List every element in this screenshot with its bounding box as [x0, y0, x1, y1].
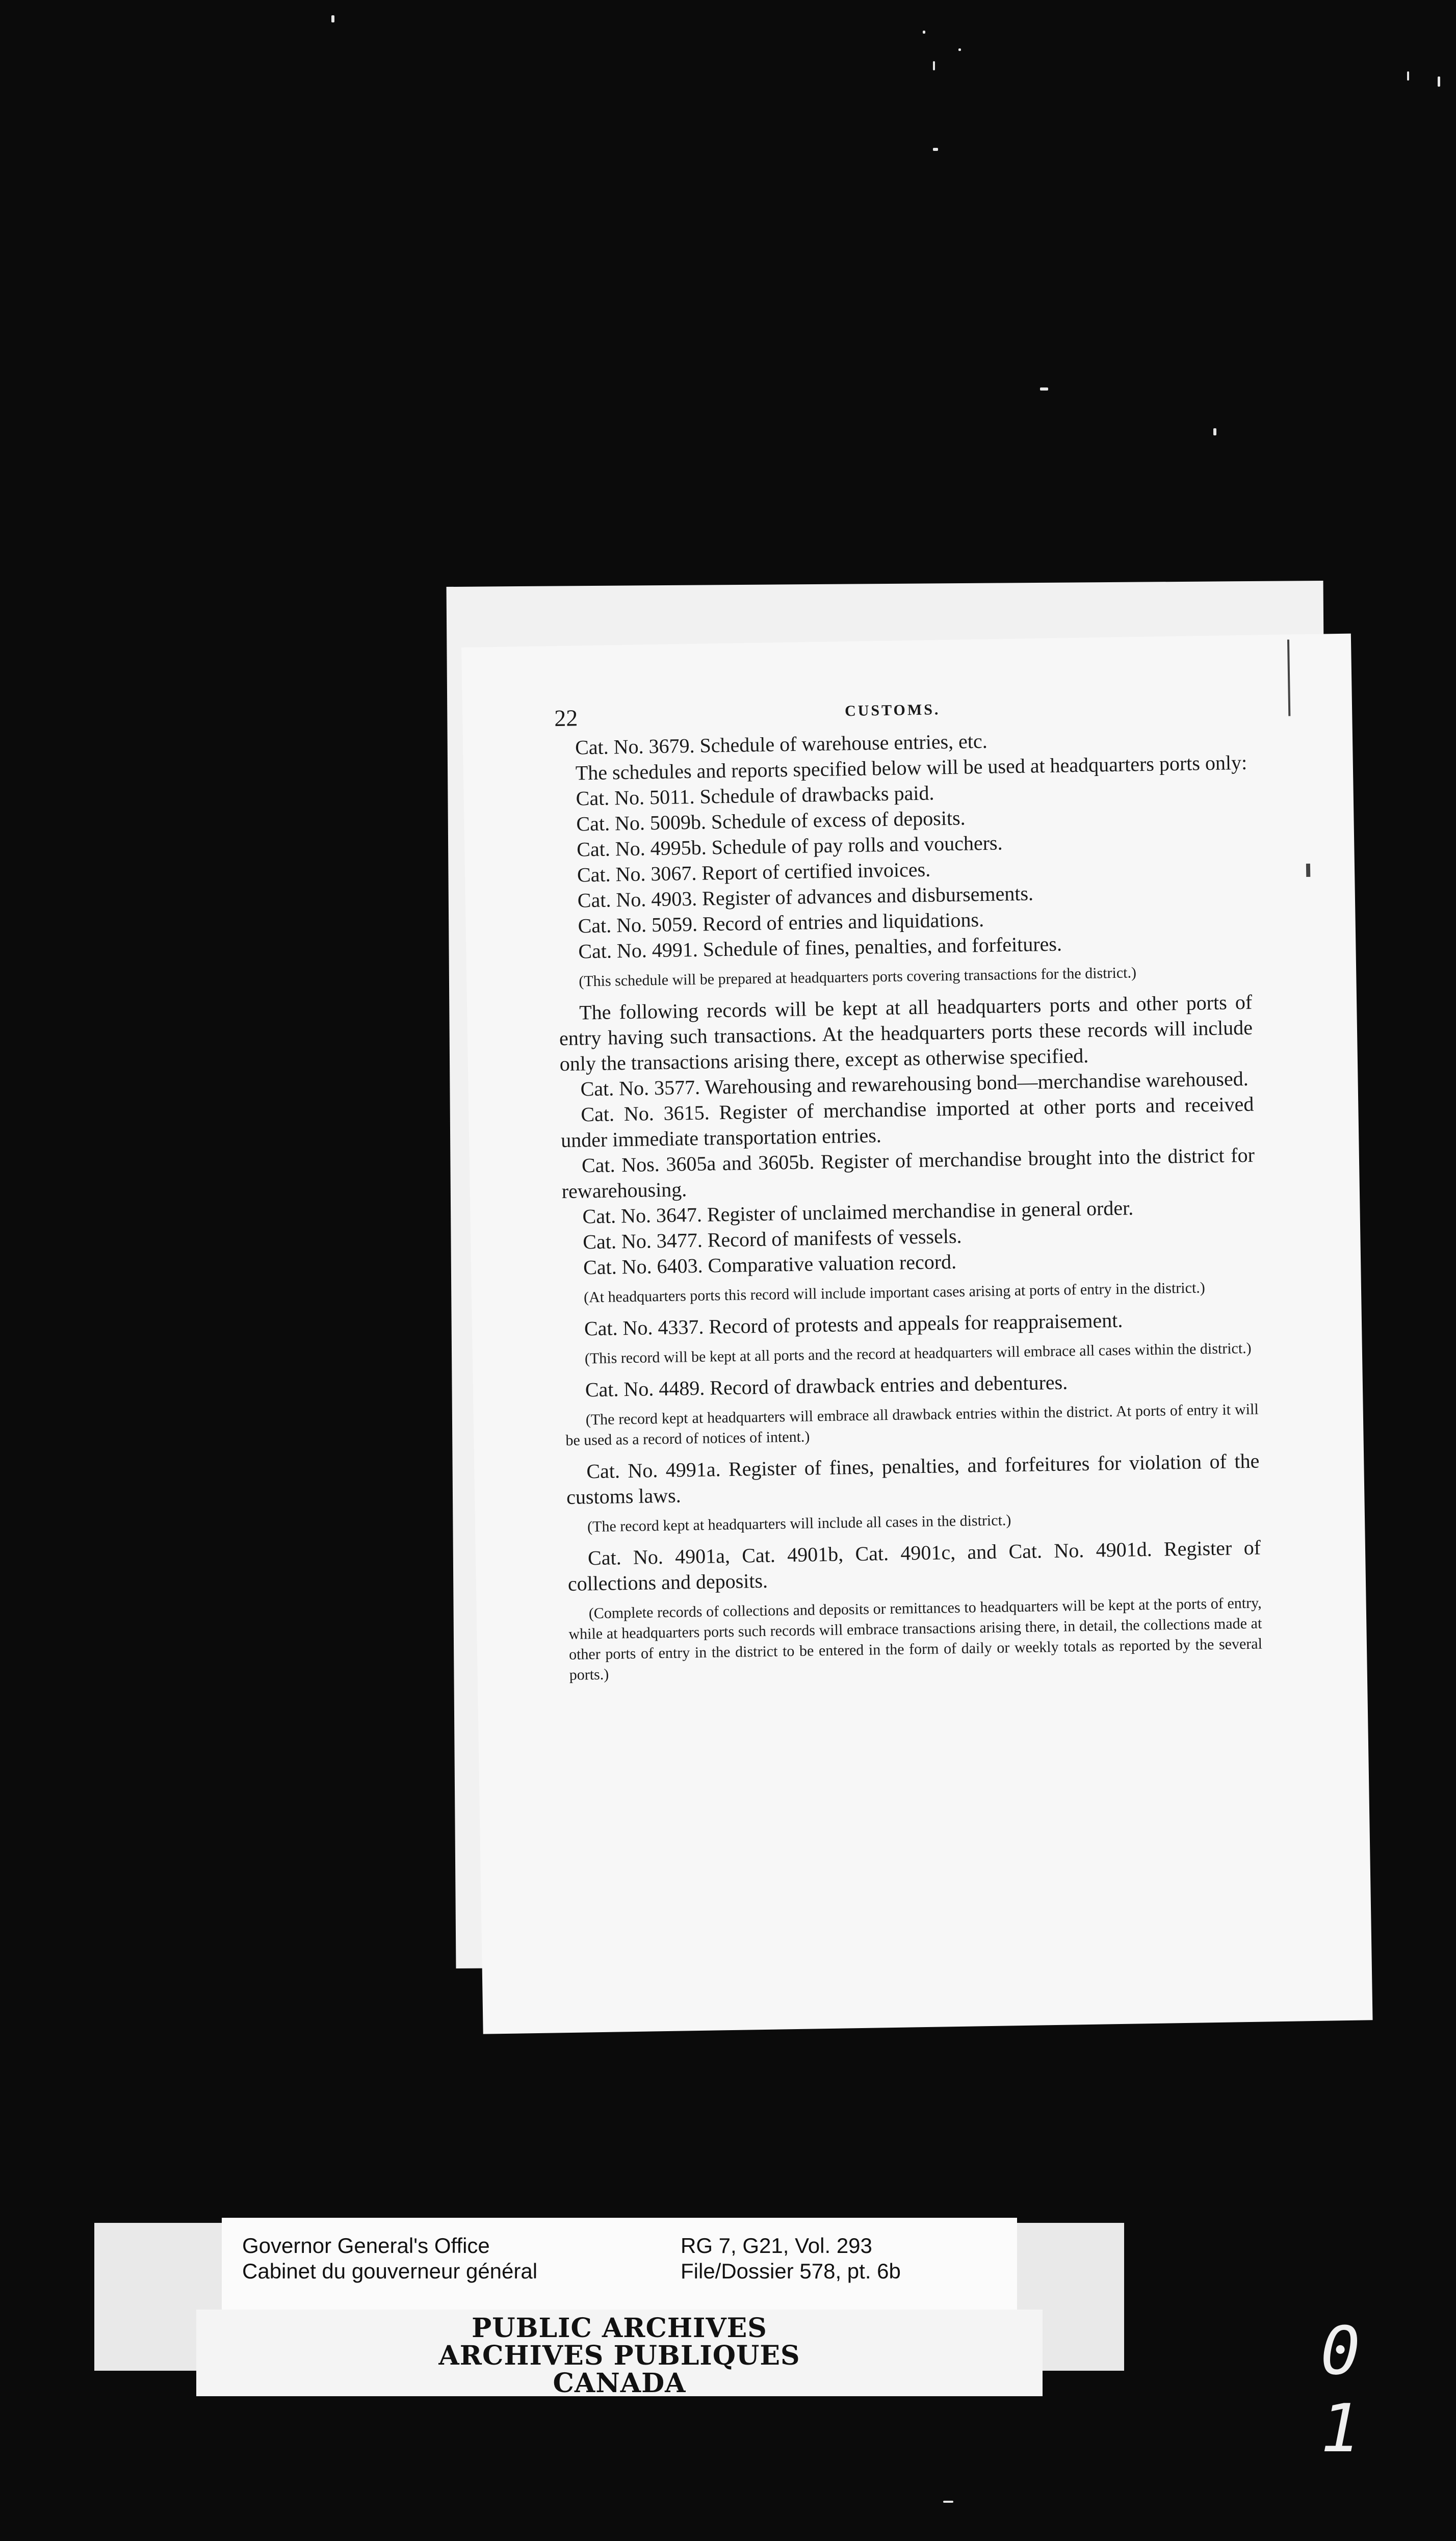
body-paragraph: Cat. No. 4991a. Register of fines, penalties, and forfeitures for violation of the customs laws.: [566, 1449, 1260, 1509]
film-speck: [1040, 387, 1048, 391]
catalog-entry: Cat. No. 4489. Record of drawback entries and debentures.: [585, 1370, 1068, 1402]
catalog-entry: Cat. No. 6403. Comparative valuation record.: [583, 1250, 957, 1279]
catalog-entry: Cat. No. 3477. Record of manifests of vessels.: [582, 1224, 962, 1254]
body-paragraph: The schedules and reports specified below will be used at headquarters ports only:: [575, 750, 1247, 785]
catalog-entry: Cat. No. 4903. Register of advances and disbursements.: [577, 881, 1034, 912]
catalog-entry: Cat. No. 4337. Record of protests and appeals for reappraisement.: [584, 1308, 1123, 1340]
body-paragraph: Cat. No. 3615. Register of merchandise imported at other ports and received under immediate transportation entries.: [560, 1092, 1254, 1152]
catalog-entry: Cat. No. 4995b. Schedule of pay rolls and vouchers.: [576, 831, 1003, 861]
footnote-paragraph: (This record will be kept at all ports and the record at headquarters will embrace all cases within the district.): [584, 1339, 1252, 1367]
page-body: [555, 724, 1263, 1694]
page-edge-scratch: [1287, 639, 1290, 716]
document-page: [461, 634, 1373, 2034]
archive-name-strip: [196, 2310, 1043, 2399]
catalog-entry: Cat. No. 3679. Schedule of warehouse entries, etc.: [575, 729, 988, 759]
film-speck: [933, 61, 935, 70]
film-speck: [958, 48, 961, 51]
film-speck: [1407, 71, 1409, 81]
running-head: CUSTOMS.: [844, 701, 941, 720]
catalog-entry: Cat. No. 4991. Schedule of fines, penalties, and forfeitures.: [578, 932, 1062, 963]
body-paragraph: Cat. No. 4901a, Cat. 4901b, Cat. 4901c, and Cat. No. 4901d. Register of collections and deposits.: [567, 1536, 1261, 1595]
footnote-paragraph: (At headquarters ports this record will include important cases arising at ports of entry in the district.): [583, 1279, 1206, 1306]
footnote-paragraph: (The record kept at headquarters will embrace all drawback entries within the district. At ports of entry it will be used as a record of notices of intent.): [565, 1401, 1259, 1449]
body-paragraph: Cat. No. 3647. Register of unclaimed merchandise in general order.: [582, 1196, 1134, 1228]
film-speck: [1213, 428, 1216, 435]
archive-name-line-1: PUBLIC ARCHIVES: [472, 2313, 767, 2344]
record-group-reference: RG 7, G21, Vol. 293: [681, 2234, 872, 2258]
film-speck: [331, 15, 334, 22]
footnote-paragraph: (The record kept at headquarters will include all cases in the district.): [587, 1512, 1011, 1536]
archive-reference-strip: [222, 2218, 1017, 2310]
office-name-fr: Cabinet du gouverneur général: [242, 2259, 538, 2283]
footnote-paragraph: (This schedule will be prepared at headquarters ports covering transactions for the district.): [579, 964, 1137, 990]
archive-name-line-3: CANADA: [553, 2368, 686, 2399]
film-speck: [923, 31, 925, 34]
office-name-en: Governor General's Office: [242, 2234, 490, 2258]
film-speck: [1438, 76, 1440, 87]
body-paragraph: The following records will be kept at all headquarters ports and other ports of entry having such transactions. At the headquarters ports these records will include only the transactions arising there, except as otherwise specified.: [559, 990, 1253, 1076]
catalog-entry: Cat. No. 3067. Report of certified invoices.: [577, 858, 931, 887]
film-speck: [943, 2501, 953, 2503]
frame-number: 0 1: [1320, 2312, 1396, 2467]
catalog-entry: Cat. No. 5011. Schedule of drawbacks paid.: [576, 781, 934, 810]
page-number: 22: [554, 705, 578, 732]
catalog-entry: Cat. No. 5059. Record of entries and liquidations.: [578, 908, 984, 938]
footnote-paragraph: (Complete records of collections and deposits or remittances to headquarters will be kept at the ports of entry, while at headquarters ports such records will embrace transactions arising there, in detail, the collections made at other ports of entry in the district to be entered in the form of daily or weekly totals as reported by the several ports.): [568, 1594, 1263, 1683]
page-edge-scratch: [1306, 864, 1310, 877]
archive-name-line-2: ARCHIVES PUBLIQUES: [438, 2340, 800, 2371]
film-speck: [933, 148, 938, 151]
body-paragraph: Cat. No. 3577. Warehousing and rewarehousing bond—merchandise warehoused.: [580, 1067, 1249, 1101]
body-paragraph: Cat. Nos. 3605a and 3605b. Register of merchandise brought into the district for rewarehousing.: [561, 1143, 1255, 1203]
catalog-entry: Cat. No. 5009b. Schedule of excess of deposits.: [576, 806, 966, 836]
file-reference: File/Dossier 578, pt. 6b: [681, 2259, 901, 2283]
archive-label: [94, 2218, 1127, 2399]
